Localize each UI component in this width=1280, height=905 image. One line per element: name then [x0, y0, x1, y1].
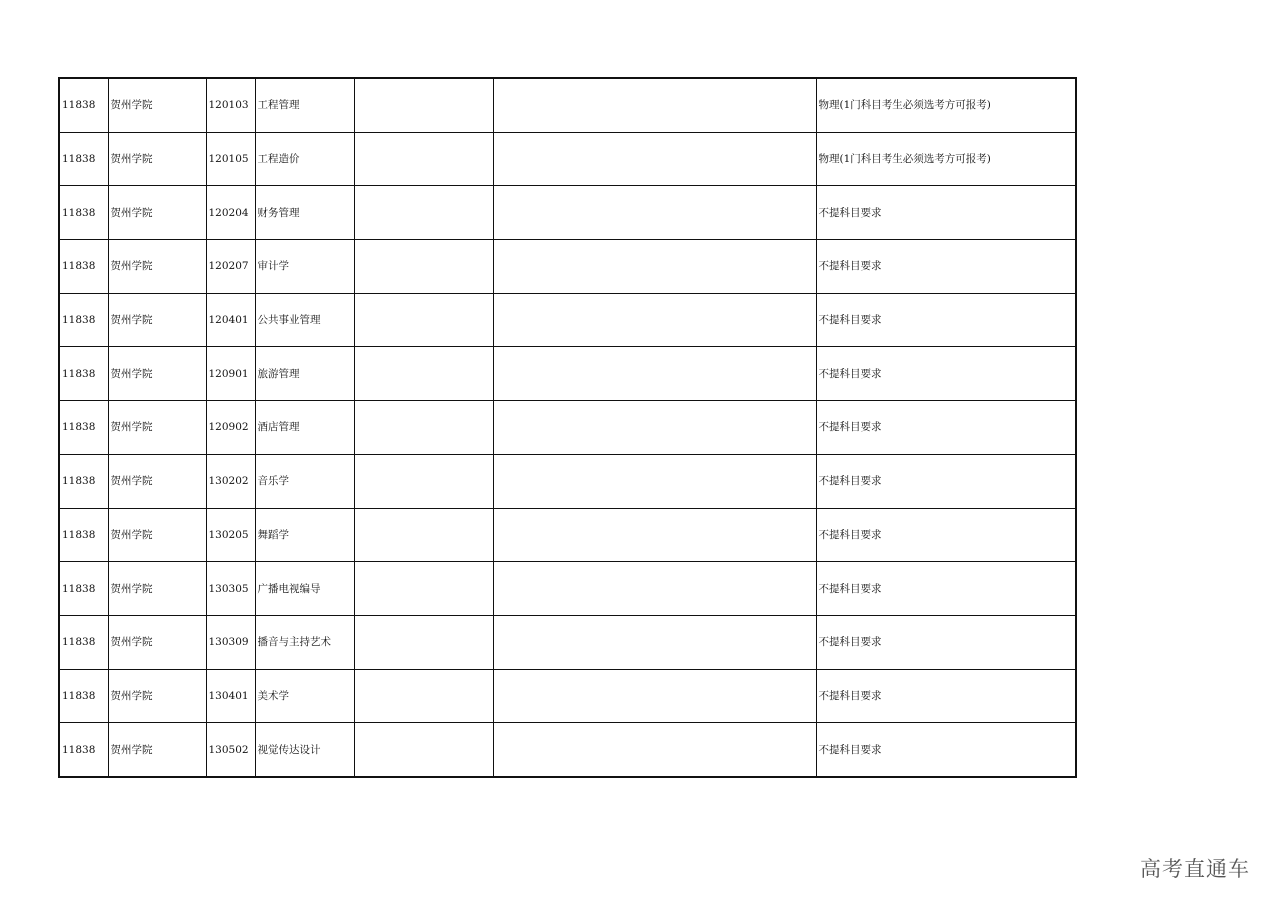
table-row: [59, 78, 1076, 132]
major-code-cell: 120105: [206, 132, 255, 186]
institution-name-cell: 贺州学院: [108, 562, 206, 616]
major-code-cell: 130205: [206, 508, 255, 562]
empty-cell: [493, 508, 816, 562]
subject-requirement-cell: 不提科目要求: [816, 669, 1076, 723]
institution-code-cell: 11838: [59, 78, 108, 132]
institution-code-cell: 11838: [59, 347, 108, 401]
subject-requirement-cell: 不提科目要求: [816, 562, 1076, 616]
institution-code-cell: 11838: [59, 186, 108, 240]
major-code-cell: 120103: [206, 78, 255, 132]
major-name-cell: 美术学: [255, 669, 354, 723]
institution-name-cell: 贺州学院: [108, 132, 206, 186]
table-row: [59, 669, 1076, 723]
empty-cell: [493, 293, 816, 347]
institution-code-cell: 11838: [59, 615, 108, 669]
major-code-cell: 120902: [206, 401, 255, 455]
major-code-cell: 120204: [206, 186, 255, 240]
institution-name-cell: 贺州学院: [108, 186, 206, 240]
empty-cell: [354, 240, 493, 294]
table-row: [59, 186, 1076, 240]
major-name-cell: 公共事业管理: [255, 293, 354, 347]
table-row: [59, 240, 1076, 294]
institution-code-cell: 11838: [59, 132, 108, 186]
institution-name-cell: 贺州学院: [108, 615, 206, 669]
institution-code-cell: 11838: [59, 454, 108, 508]
empty-cell: [354, 401, 493, 455]
major-code-cell: 130309: [206, 615, 255, 669]
empty-cell: [354, 293, 493, 347]
table-row: [59, 454, 1076, 508]
subject-requirement-cell: 不提科目要求: [816, 347, 1076, 401]
institution-name-cell: 贺州学院: [108, 78, 206, 132]
subject-requirement-cell: 物理(1门科目考生必须选考方可报考): [816, 78, 1076, 132]
major-code-cell: 130305: [206, 562, 255, 616]
watermark-text: 高考直通车: [1140, 857, 1250, 881]
empty-cell: [493, 454, 816, 508]
subject-requirement-cell: 不提科目要求: [816, 723, 1076, 777]
institution-code-cell: 11838: [59, 293, 108, 347]
institution-name-cell: 贺州学院: [108, 454, 206, 508]
subject-requirement-cell: 不提科目要求: [816, 454, 1076, 508]
institution-code-cell: 11838: [59, 508, 108, 562]
empty-cell: [354, 186, 493, 240]
institution-name-cell: 贺州学院: [108, 240, 206, 294]
table-row: [59, 723, 1076, 777]
table-row: [59, 615, 1076, 669]
empty-cell: [493, 669, 816, 723]
major-name-cell: 工程造价: [255, 132, 354, 186]
subject-requirement-cell: 不提科目要求: [816, 615, 1076, 669]
empty-cell: [493, 186, 816, 240]
empty-cell: [354, 78, 493, 132]
major-name-cell: 视觉传达设计: [255, 723, 354, 777]
empty-cell: [493, 132, 816, 186]
empty-cell: [354, 132, 493, 186]
empty-cell: [354, 723, 493, 777]
institution-code-cell: 11838: [59, 562, 108, 616]
table-row: [59, 508, 1076, 562]
table-body: [59, 78, 1076, 777]
major-code-cell: 130401: [206, 669, 255, 723]
empty-cell: [354, 454, 493, 508]
empty-cell: [493, 723, 816, 777]
empty-cell: [493, 347, 816, 401]
table-row: [59, 132, 1076, 186]
empty-cell: [354, 615, 493, 669]
table-row: [59, 562, 1076, 616]
institution-name-cell: 贺州学院: [108, 669, 206, 723]
major-code-cell: 120207: [206, 240, 255, 294]
table-row: [59, 347, 1076, 401]
subject-requirement-cell: 物理(1门科目考生必须选考方可报考): [816, 132, 1076, 186]
empty-cell: [493, 401, 816, 455]
major-name-cell: 审计学: [255, 240, 354, 294]
institution-name-cell: 贺州学院: [108, 723, 206, 777]
major-name-cell: 音乐学: [255, 454, 354, 508]
table-row: [59, 293, 1076, 347]
major-name-cell: 广播电视编导: [255, 562, 354, 616]
major-code-cell: 130502: [206, 723, 255, 777]
institution-name-cell: 贺州学院: [108, 347, 206, 401]
empty-cell: [493, 562, 816, 616]
table-row: [59, 401, 1076, 455]
major-name-cell: 酒店管理: [255, 401, 354, 455]
empty-cell: [493, 240, 816, 294]
empty-cell: [354, 562, 493, 616]
empty-cell: [493, 615, 816, 669]
subject-requirement-cell: 不提科目要求: [816, 240, 1076, 294]
institution-name-cell: 贺州学院: [108, 401, 206, 455]
subject-requirement-table: [58, 77, 1077, 778]
major-name-cell: 工程管理: [255, 78, 354, 132]
major-name-cell: 旅游管理: [255, 347, 354, 401]
empty-cell: [354, 347, 493, 401]
institution-code-cell: 11838: [59, 669, 108, 723]
subject-requirement-cell: 不提科目要求: [816, 508, 1076, 562]
empty-cell: [354, 508, 493, 562]
institution-name-cell: 贺州学院: [108, 293, 206, 347]
empty-cell: [493, 78, 816, 132]
institution-code-cell: 11838: [59, 723, 108, 777]
major-name-cell: 舞蹈学: [255, 508, 354, 562]
major-code-cell: 120901: [206, 347, 255, 401]
institution-name-cell: 贺州学院: [108, 508, 206, 562]
subject-requirement-cell: 不提科目要求: [816, 401, 1076, 455]
empty-cell: [354, 669, 493, 723]
institution-code-cell: 11838: [59, 240, 108, 294]
major-code-cell: 130202: [206, 454, 255, 508]
major-name-cell: 财务管理: [255, 186, 354, 240]
subject-requirement-cell: 不提科目要求: [816, 186, 1076, 240]
major-code-cell: 120401: [206, 293, 255, 347]
institution-code-cell: 11838: [59, 401, 108, 455]
subject-requirement-cell: 不提科目要求: [816, 293, 1076, 347]
major-name-cell: 播音与主持艺术: [255, 615, 354, 669]
